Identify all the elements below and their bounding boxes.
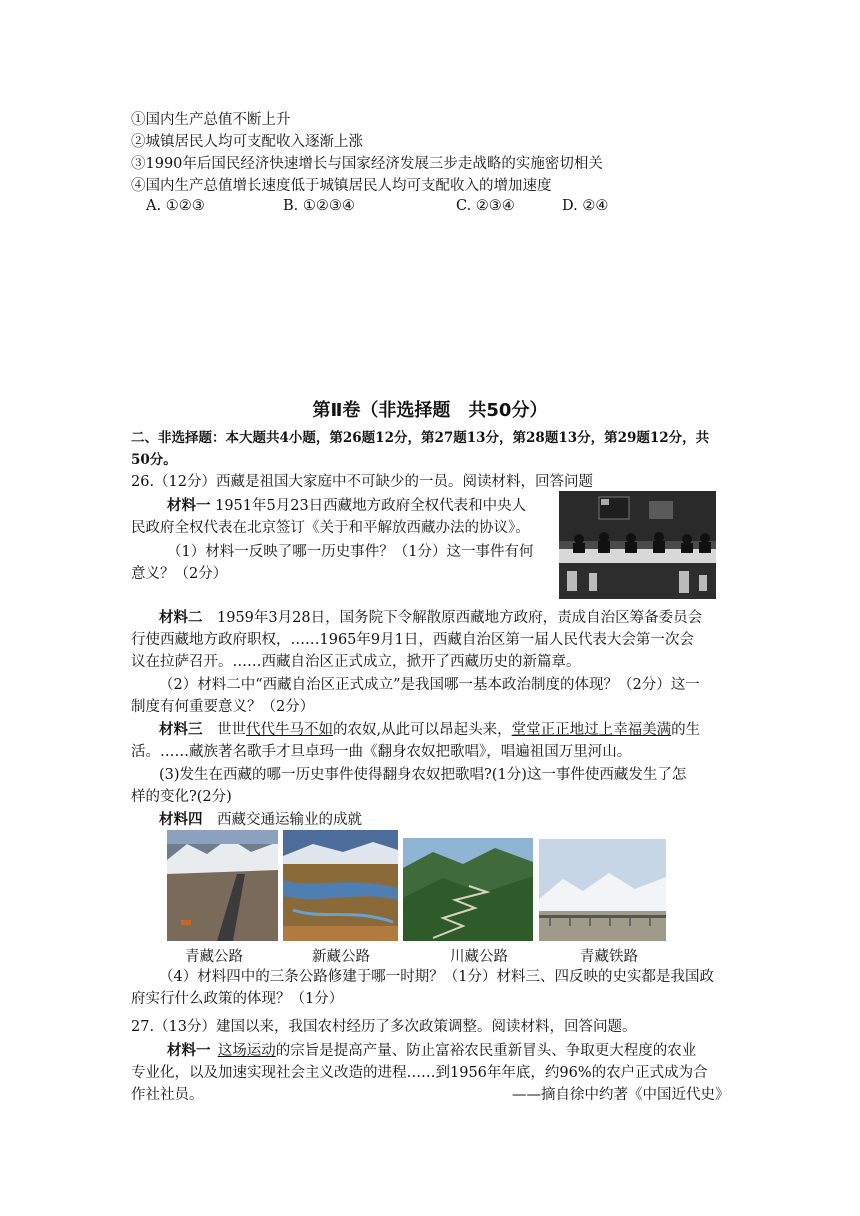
q26-question3-line2: 样的变化?(2分) bbox=[131, 789, 232, 805]
caption-qinghai-tibet-railway: 青藏铁路 bbox=[580, 949, 638, 965]
q26-material3-pre: 世世 bbox=[202, 722, 246, 738]
q27-material1-line1: 的宗旨是提高产量、防止富裕农民重新冒头、争取更大程度的农业 bbox=[275, 1043, 697, 1059]
q26-material3-underline1: 代代牛马不如 bbox=[246, 722, 333, 738]
q26-material3-line2: 活。……藏族著名歌手才旦卓玛一曲《翻身农奴把歌唱》，唱遍祖国万里河山。 bbox=[131, 744, 632, 760]
statement-3: ③1990年后国民经济快速增长与国家经济发展三步走战略的实施密切相关 bbox=[131, 156, 603, 172]
qinghai-tibet-highway-photo bbox=[167, 830, 278, 941]
q26-material2-line3: 议在拉萨召开。……西藏自治区正式成立，掀开了西藏历史的新篇章。 bbox=[131, 654, 581, 670]
q26-question3-line1: (3)发生在西藏的哪一历史事件使得翻身农奴把歌唱?(1分)这一事件使西藏发生了怎 bbox=[159, 767, 687, 783]
q26-material3-mid: 的农奴,从此可以昂起头来， bbox=[333, 722, 512, 738]
q26-question2-line2: 制度有何重要意义？（2分） bbox=[131, 699, 315, 715]
part-title: 第Ⅱ卷（非选择题 共50分） bbox=[312, 400, 548, 421]
caption-sichuan-tibet-highway: 川藏公路 bbox=[450, 949, 508, 965]
instructions-line-1: 二、非选择题：本大题共4小题，第26题12分，第27题13分，第28题13分，第29题12分，共 bbox=[131, 430, 710, 446]
q26-material3-label: 材料三 bbox=[159, 721, 203, 738]
instructions-line-2: 50分。 bbox=[131, 452, 177, 468]
q26-question1-line1: （1）材料一反映了哪一历史事件？（1分）这一事件有何 bbox=[167, 544, 534, 560]
q27-material1-underline: 这场运动 bbox=[217, 1043, 276, 1059]
q26-question1-line2: 意义？（2分） bbox=[131, 566, 228, 582]
q27-material1-line3: 作社社员。 bbox=[131, 1087, 204, 1103]
q27-material1-label: 材料一 bbox=[167, 1042, 211, 1059]
caption-qinghai-tibet-highway: 青藏公路 bbox=[185, 949, 243, 965]
q26-material3-post: 的生 bbox=[671, 722, 701, 738]
q26-material1-line1: 1951年5月23日西藏地方政府全权代表和中央人 bbox=[210, 498, 527, 514]
q26-material1-label: 材料一 bbox=[167, 497, 211, 514]
q26-material2-line2: 行使西藏地方政府职权，……1965年9月1日，西藏自治区第一届人民代表大会第一次会 bbox=[131, 632, 694, 648]
statement-2: ②城镇居民人均可支配收入逐渐上涨 bbox=[131, 134, 363, 150]
statement-1: ①国内生产总值不断上升 bbox=[131, 112, 291, 128]
qinghai-tibet-railway-photo bbox=[539, 839, 666, 941]
signing-ceremony-photo bbox=[559, 491, 716, 599]
caption-xinjiang-tibet-highway: 新藏公路 bbox=[312, 949, 370, 965]
option-b: B. ①②③④ bbox=[283, 198, 355, 214]
q26-material4-title: 西藏交通运输业的成就 bbox=[202, 812, 362, 828]
option-d: D. ②④ bbox=[562, 198, 609, 214]
q26-question4-line2: 府实行什么政策的体现？（1分） bbox=[131, 991, 344, 1007]
q26-material3-underline2: 堂堂正正地过上幸福美满 bbox=[511, 722, 672, 738]
q26-material2-line1: 1959年3月28日，国务院下令解散原西藏地方政府，责成自治区筹备委员会 bbox=[202, 610, 703, 626]
q26-question2-line1: （2）材料二中“西藏自治区正式成立”是我国哪一基本政治制度的体现？（2分）这一 bbox=[159, 677, 700, 693]
q27-source: ——摘自徐中约著《中国近代史》 bbox=[512, 1087, 730, 1103]
q26-material4-label: 材料四 bbox=[159, 811, 203, 828]
xinjiang-tibet-highway-photo bbox=[283, 830, 398, 941]
sichuan-tibet-highway-photo bbox=[403, 838, 533, 941]
q26-stem: 26.（12分）西藏是祖国大家庭中不可缺少的一员。阅读材料，回答问题 bbox=[131, 474, 594, 490]
option-c: C. ②③④ bbox=[456, 198, 515, 214]
option-a: A. ①②③ bbox=[146, 198, 205, 214]
q27-material1-line2: 专业化，以及加速实现社会主义改造的进程……到1956年年底，约96%的农户正式成为合 bbox=[131, 1065, 708, 1081]
statement-4: ④国内生产总值增长速度低于城镇居民人均可支配收入的增加速度 bbox=[131, 178, 552, 194]
q27-stem: 27.（13分）建国以来，我国农村经历了多次政策调整。阅读材料，回答问题。 bbox=[131, 1019, 637, 1035]
q26-material2-label: 材料二 bbox=[159, 609, 203, 626]
q26-material1-line2: 民政府全权代表在北京签订《关于和平解放西藏办法的协议》。 bbox=[131, 520, 530, 536]
q26-question4-line1: （4）材料四中的三条公路修建于哪一时期？（1分）材料三、四反映的史实都是我国政 bbox=[159, 969, 714, 985]
